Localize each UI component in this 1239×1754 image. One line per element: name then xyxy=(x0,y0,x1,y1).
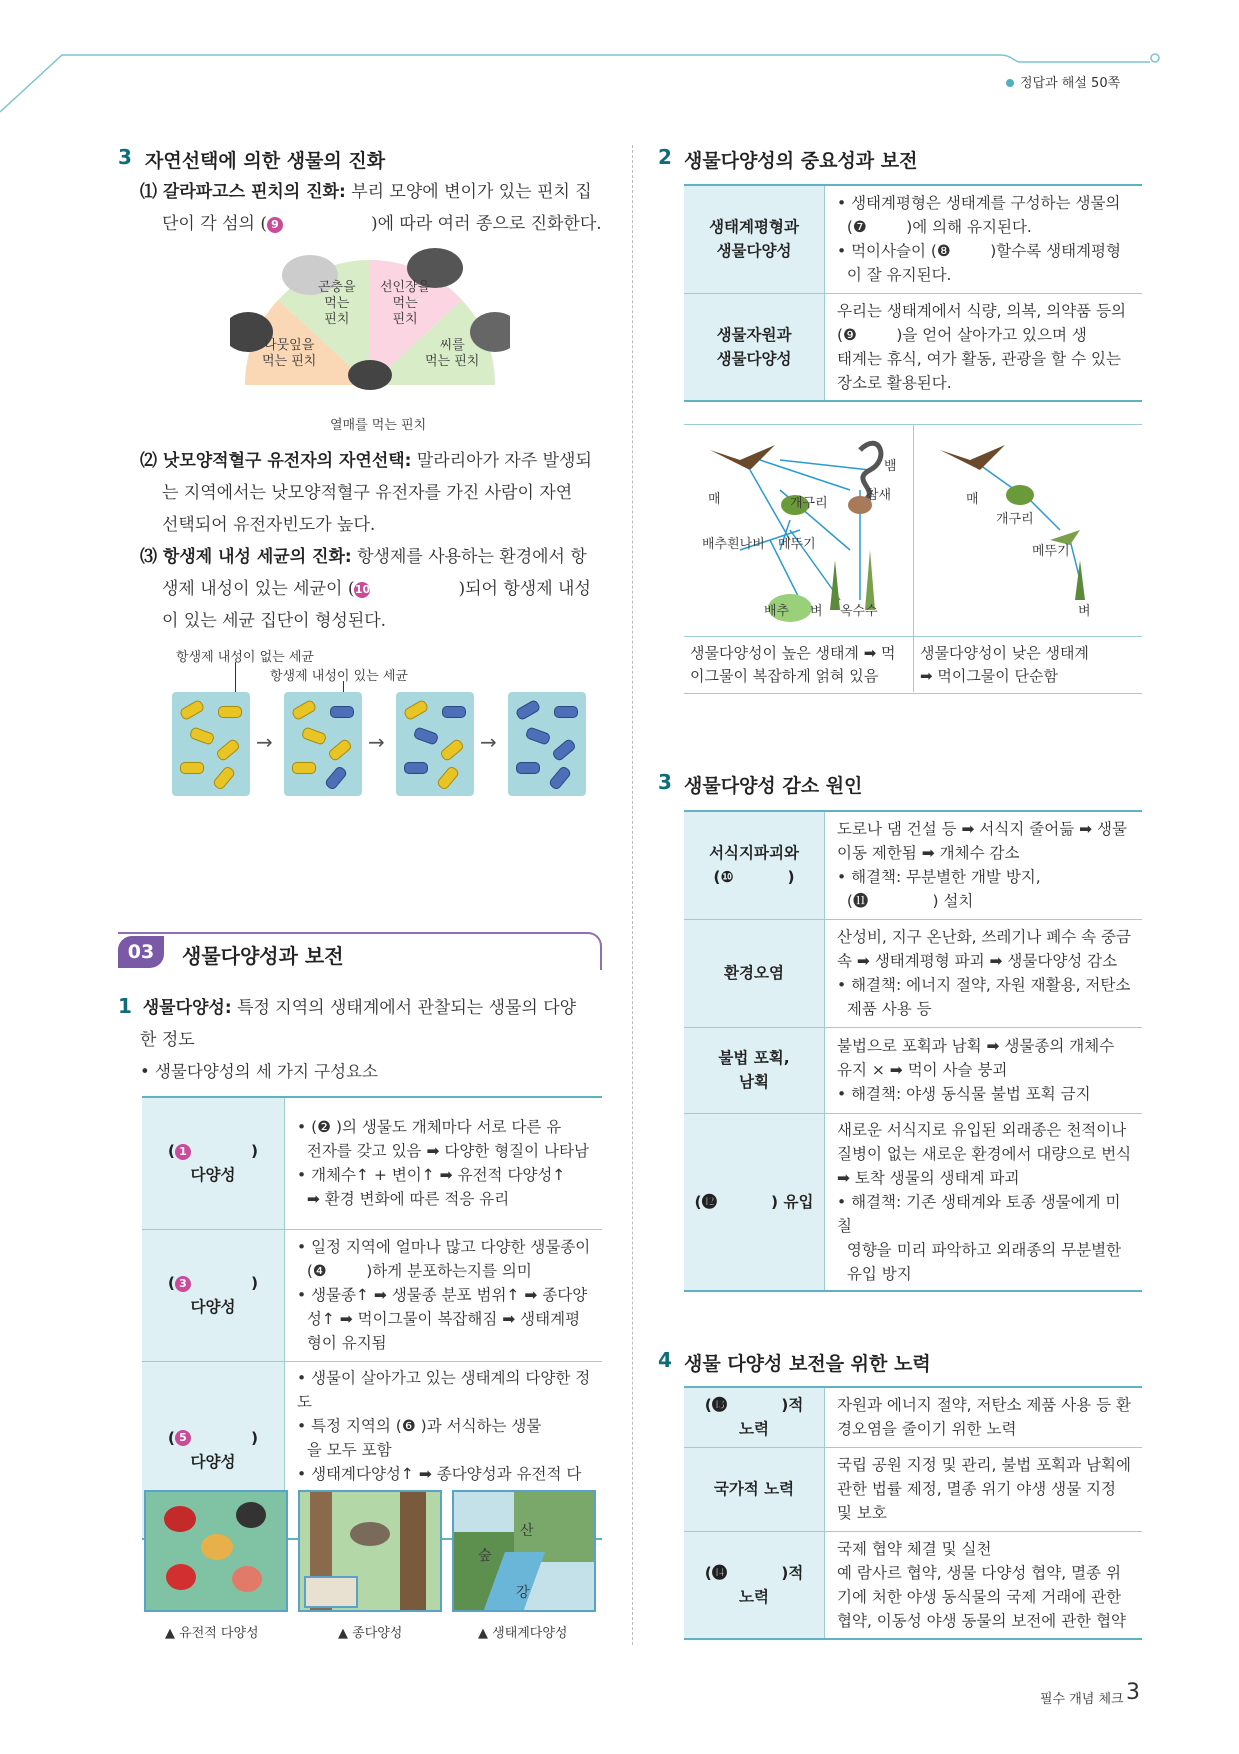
caption-species: ▲ 종다양성 xyxy=(338,1626,403,1641)
table-row: (⓬ ) 유입 새로운 서식지로 유입된 외래종은 천적이나 질병이 없는 새로운 환경에서 대량으로 번식 ➡ 토착 생물의 생태계 파괴 • 해결책: 기존 생태계와 토종 생물에게 미칠 영향을 미리 파악하고 외래종의 무분별한 유입 방지 xyxy=(684,1113,1142,1291)
bacteria-dish xyxy=(396,692,474,796)
conservation-table xyxy=(684,1386,1142,1640)
biodiversity-definition: 1 생물다양성: 특정 지역의 생태계에서 관찰되는 생물의 다양 한 정도 • 생물다양성의 세 가지 구성요소 xyxy=(118,994,577,1081)
web-label-rice: 벼 xyxy=(810,604,823,619)
table-row: 불법 포획, 남획 불법으로 포획과 남획 ➡ 생물종의 개체수 유지 × ➡ 먹이 사슬 붕괴 • 해결책: 야생 동식물 불법 포획 금지 xyxy=(684,1027,1142,1113)
section-title: 자연선택에 의한 생물의 진화 xyxy=(145,150,386,172)
caption-genetic: ▲ 유전적 다양성 xyxy=(165,1626,259,1641)
unit-title: 생물다양성과 보전 xyxy=(182,944,344,968)
species-diversity-image xyxy=(298,1490,442,1612)
web-label-sparrow: 참새 xyxy=(866,488,892,503)
food-web-low xyxy=(920,430,1140,630)
section-title: 생물다양성 감소 원인 xyxy=(684,775,863,797)
frog-icon xyxy=(1006,485,1034,505)
table-row: 서식지파괴와 (❿ ) 도로나 댐 건설 등 ➡ 서식지 줄어듦 ➡ 생물 이동 제한됨 ➡ 개체수 감소 • 해결책: 무분별한 개발 방지, (⓫ ) 설치 xyxy=(684,811,1142,919)
eco-label-mountain: 산 xyxy=(520,1523,534,1539)
bacteria-dish xyxy=(284,692,362,796)
table-row: 생물자원과 생물다양성 우리는 생태계에서 식량, 의복, 의약품 등의 (❾ )을 얻어 살아가고 있으며 생 태계는 휴식, 여가 활동, 관광을 할 수 있는 장소로 활용된다. xyxy=(684,293,1142,401)
finch-label-cactus: 선인장을 먹는 핀치 xyxy=(380,280,431,327)
arrow-icon: → xyxy=(368,730,385,754)
section-title: 생물다양성의 중요성과 보전 xyxy=(684,150,918,172)
page-number: 3 xyxy=(1126,1680,1140,1705)
web-label-frog: 개구리 xyxy=(790,496,828,511)
genetic-diversity-image xyxy=(144,1490,288,1612)
sickle-cell-paragraph: ⑵ 낫모양적혈구 유전자의 자연선택: 말라리아가 자주 발생되 는 지역에서는 낫모양적혈구 유전자를 가진 사람이 자연 선택되어 유전자빈도가 높다. ⑶ 항생제 내성 세균의 진화: 항생제를 사용하는 환경에서 항 생제 내성이 있는 세균이 (10 )되어 항생제 내성 이 있는 세균 집단이 형성된다. xyxy=(140,451,592,631)
causes-table xyxy=(684,810,1142,1292)
finch-paragraph: ⑴ 갈라파고스 핀치의 진화: 부리 모양에 변이가 있는 핀치 집 단이 각 섬의 ( 9 )에 따라 여러 종으로 진화한다. xyxy=(140,182,602,234)
web-label-corn: 옥수수 xyxy=(840,604,878,619)
answer-reference: 정답과 해설 50쪽 xyxy=(1020,76,1121,91)
caption-divider xyxy=(684,636,1142,637)
caption-high-diversity: 생물다양성이 높은 생태계 ➡ 먹 이그물이 복잡하게 얽혀 있음 xyxy=(690,644,896,685)
table-row: 환경오염 산성비, 지구 온난화, 쓰레기나 폐수 속 중금 속 ➡ 생태계평형 파괴 ➡ 생물다양성 감소 • 해결책: 에너지 절약, 자원 재활용, 저탄소 제품 사용 등 xyxy=(684,919,1142,1027)
web-label-grasshopper: 메뚜기 xyxy=(1032,544,1070,559)
table-row: (⓮ )적 노력 국제 협약 체결 및 실천 예 람사르 협약, 생물 다양성 협약, 멸종 위 기에 처한 야생 동식물의 국제 거래에 관한 협약, 이동성 야생 동물의 보전에 관한 협약 xyxy=(684,1531,1142,1639)
finch-label-insect: 곤충을 먹는 핀치 xyxy=(318,280,356,327)
hawk-icon xyxy=(940,445,1005,470)
arrow-icon: → xyxy=(480,730,497,754)
web-label-grasshopper: 메뚜기 xyxy=(778,537,816,552)
section-number: 3 xyxy=(658,770,672,794)
section-number: 3 xyxy=(118,145,132,169)
section-number: 2 xyxy=(658,145,672,169)
finch-label-fruit: 열매를 먹는 핀치 xyxy=(330,418,427,433)
web-label-frog: 개구리 xyxy=(996,512,1034,527)
table-row: (⓭ )적 노력 자원과 에너지 절약, 저탄소 제품 사용 등 환 경오염을 줄이기 위한 노력 xyxy=(684,1387,1142,1447)
table-row: ( 3 ) 다양성 • 일정 지역에 얼마나 많고 다양한 생물종이 (❹ )하게 분포하는지를 의미 • 생물종↑ ➡ 생물종 분포 범위↑ ➡ 종다양 성↑ ➡ 먹이그물이 복잡해짐 ➡ 생태계평 형이 유지됨 xyxy=(142,1229,602,1361)
caption-low-diversity: 생물다양성이 낮은 생태계 ➡ 먹이그물이 단순함 xyxy=(920,644,1089,685)
column-divider xyxy=(632,145,633,1645)
caption-ecosystem: ▲ 생태계다양성 xyxy=(478,1626,568,1641)
bacteria-dish xyxy=(172,692,250,796)
footer-label: 필수 개념 체크 xyxy=(1040,1692,1124,1707)
table-row: 생태계평형과 생물다양성 • 생태계평형은 생태계를 구성하는 생물의 (❼ )에 의해 유지된다. • 먹이사슬이 (❽ )할수록 생태계평형 이 잘 유지된다. xyxy=(684,185,1142,293)
table-row: ( 1 ) 다양성 • (❷ )의 생물도 개체마다 서로 다른 유 전자를 갖고 있음 ➡ 다양한 형질이 나타남 • 개체수↑ + 변이↑ ➡ 유전적 다양성↑ ➡ 환경 변화에 따른 적응 유리 xyxy=(142,1097,602,1229)
bacteria-label-resistant: 항생제 내성이 있는 세균 xyxy=(270,669,408,684)
web-label-hawk: 매 xyxy=(966,492,979,507)
eco-label-river: 강 xyxy=(516,1585,530,1601)
importance-table xyxy=(684,184,1142,402)
web-label-snake: 뱀 xyxy=(884,459,897,474)
table-row: ( 5 ) 다양성 • 생물이 살아가고 있는 생태계의 다양한 정도 • 특정 지역의 (❻ )과 서식하는 생물 을 모두 포함 • 생태계다양성↑ ➡ 종다양성과 유전적 다 xyxy=(142,1361,602,1539)
web-label-cabbage: 배추 xyxy=(764,604,790,619)
bacteria-dish xyxy=(508,692,586,796)
section-number: 4 xyxy=(658,1348,672,1372)
finch-icon xyxy=(348,360,392,390)
web-label-rice: 벼 xyxy=(1078,604,1091,619)
panel-divider xyxy=(913,424,914,692)
finch-label-leaf: 나뭇잎을 먹는 핀치 xyxy=(262,338,317,369)
arrow-icon: → xyxy=(256,730,273,754)
eco-label-forest: 숲 xyxy=(478,1548,492,1564)
bacteria-label-nonresistant: 항생제 내성이 없는 세균 xyxy=(176,650,314,665)
header-decoration xyxy=(0,0,1239,120)
table-row: 국가적 노력 국립 공원 지정 및 관리, 불법 포획과 남획에 관한 법률 제정, 멸종 위기 야생 생물 지정 및 보호 xyxy=(684,1447,1142,1531)
section-title: 생물 다양성 보전을 위한 노력 xyxy=(684,1353,931,1375)
finch-label-seed: 씨를 먹는 핀치 xyxy=(425,338,480,369)
hawk-icon xyxy=(710,445,775,470)
web-label-hawk: 매 xyxy=(708,492,721,507)
rice-icon xyxy=(830,560,840,610)
diversity-components-table xyxy=(142,1096,602,1540)
web-label-butterfly: 배추흰나비 xyxy=(702,537,765,552)
unit-badge: 03 xyxy=(118,936,164,968)
